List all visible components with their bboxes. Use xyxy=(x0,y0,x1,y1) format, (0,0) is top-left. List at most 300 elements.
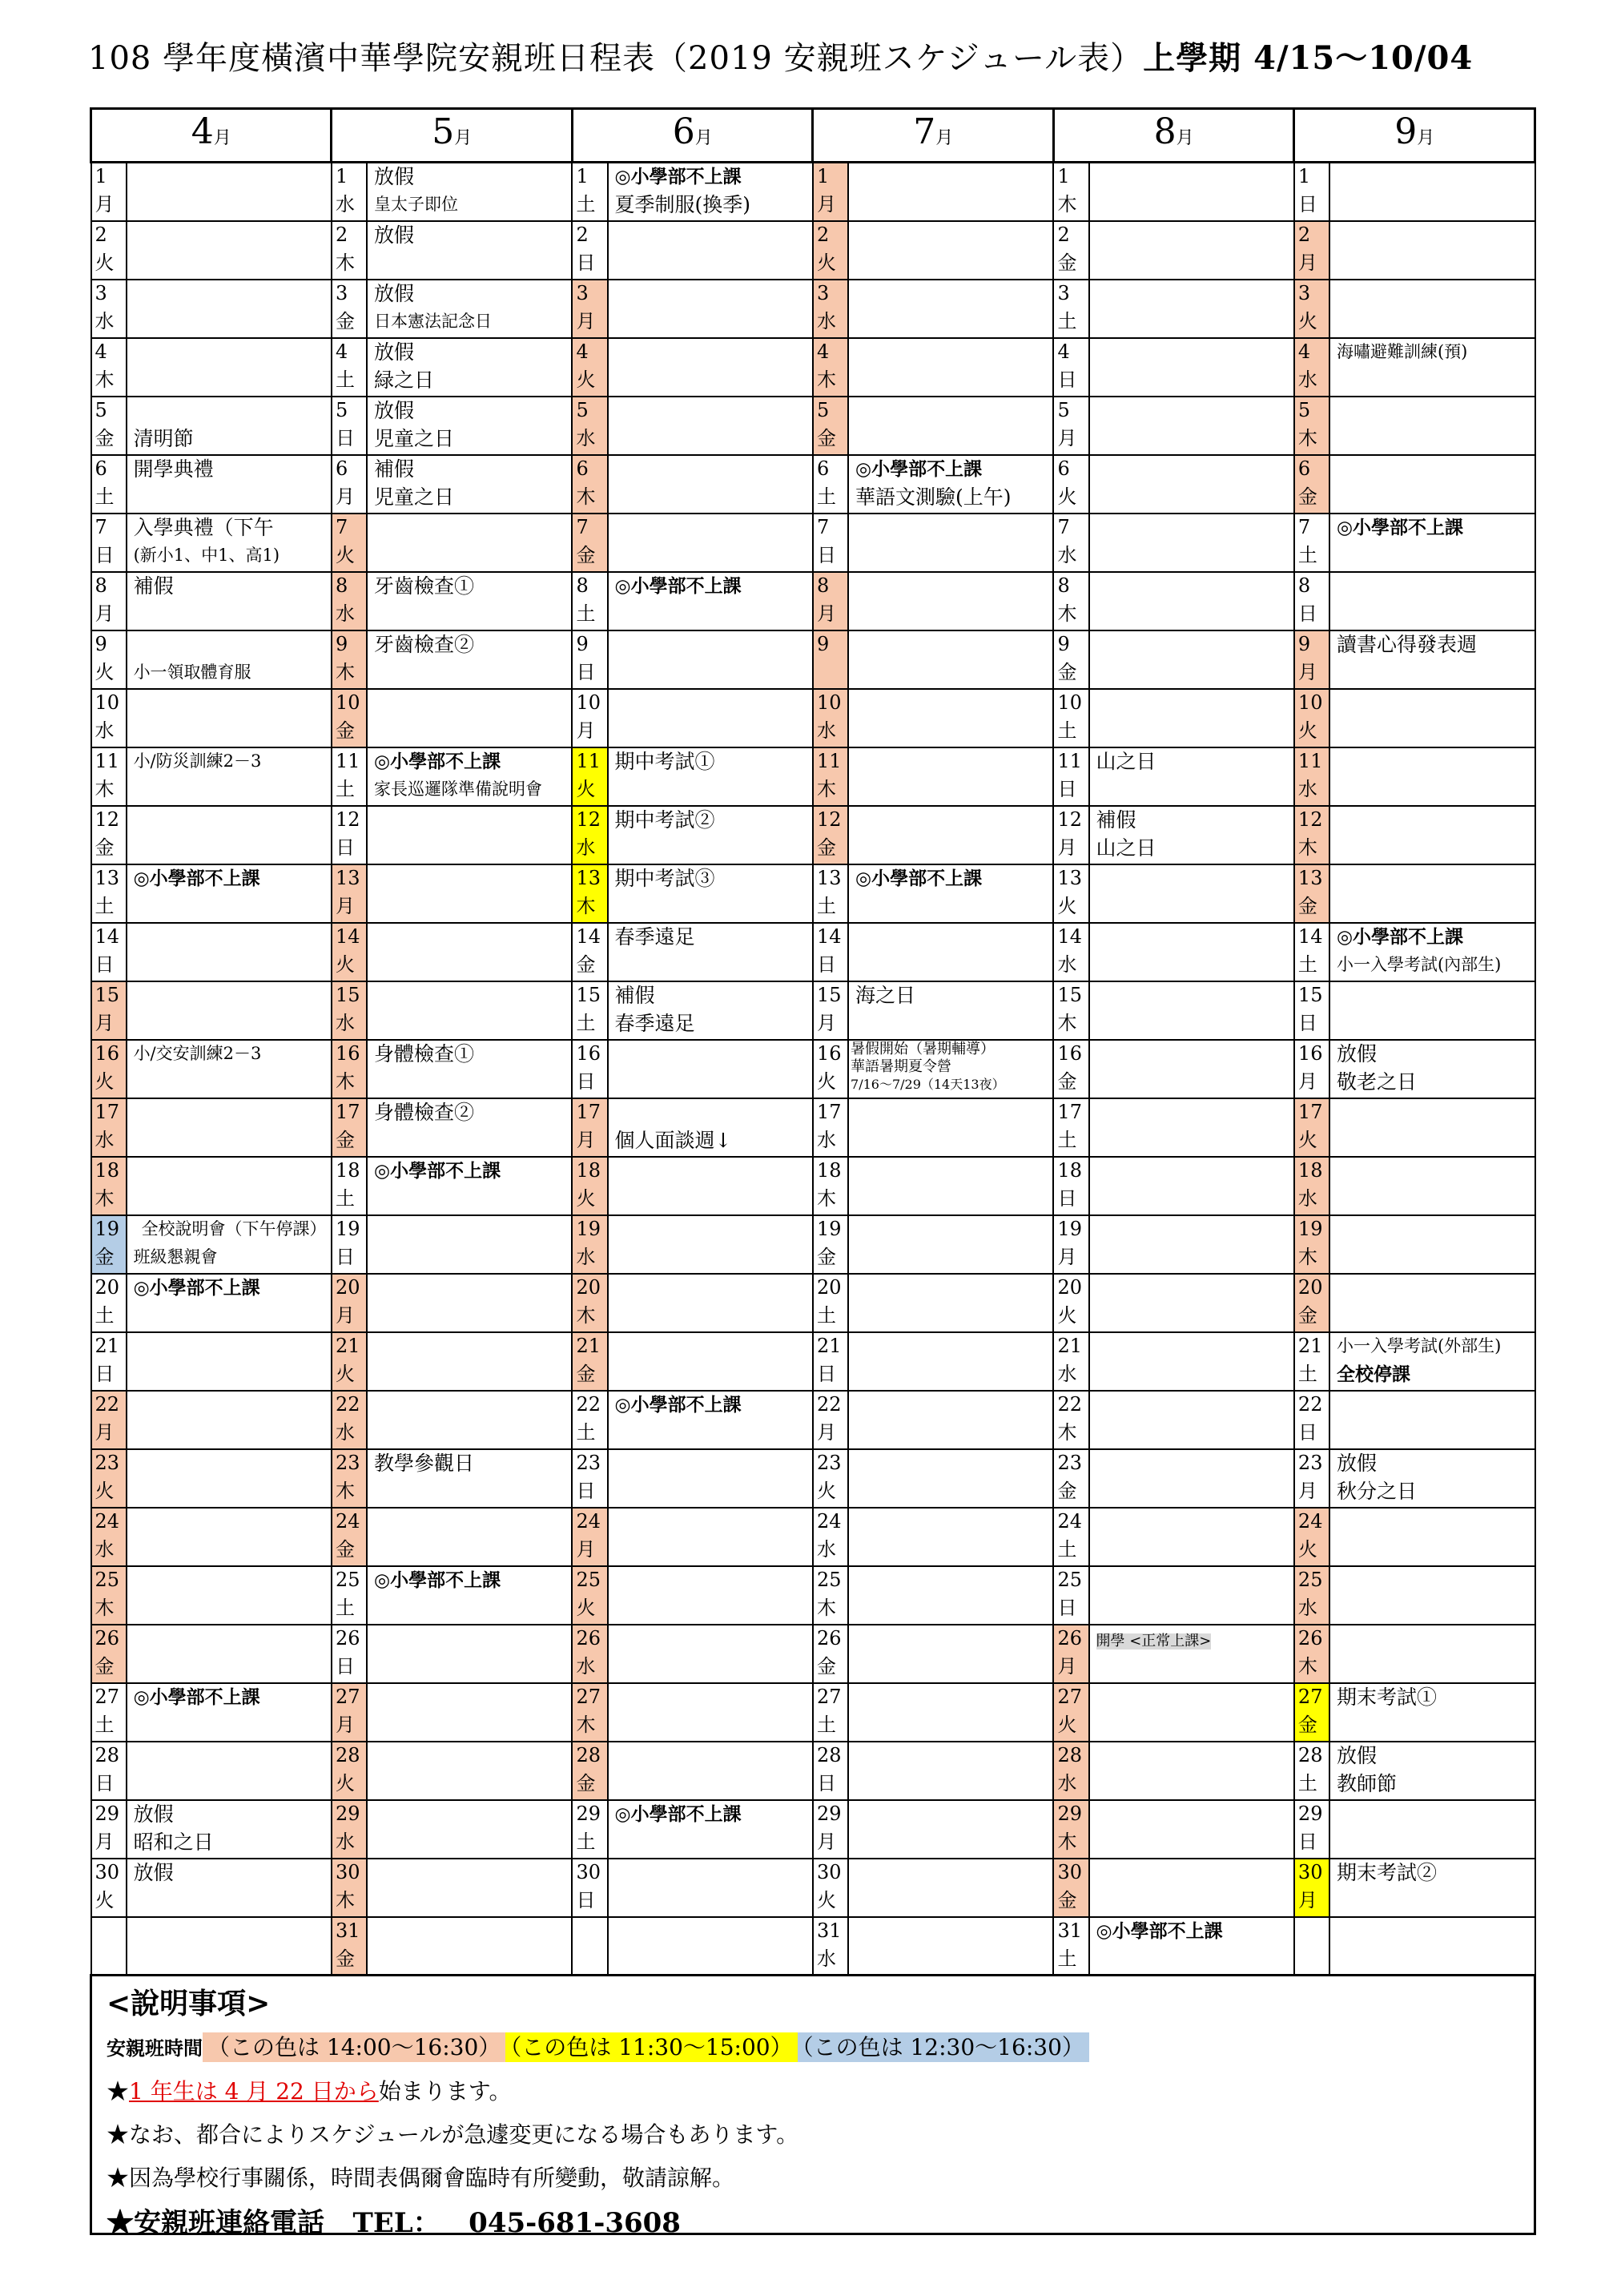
event-cell xyxy=(1089,981,1294,1040)
event-line-2 xyxy=(615,250,812,278)
event-cell xyxy=(1329,689,1535,747)
event-cell xyxy=(127,981,332,1040)
event-line-1 xyxy=(855,339,1052,367)
event-line-1 xyxy=(615,222,812,250)
table-row xyxy=(91,455,1535,514)
weekday: 土 xyxy=(576,602,596,625)
weekday xyxy=(1295,1946,1329,1974)
day-number: 9 xyxy=(1057,633,1070,655)
weekday: 火 xyxy=(816,1480,836,1502)
weekday: 土 xyxy=(1057,310,1077,332)
day-number: 19 xyxy=(335,1218,360,1240)
event-line-2 xyxy=(134,1186,331,1214)
event-cell xyxy=(1329,221,1535,280)
event-line-1 xyxy=(615,1333,812,1361)
event-cell xyxy=(608,1683,813,1742)
weekday: 金 xyxy=(1057,1480,1077,1502)
event-cell xyxy=(1089,1859,1294,1917)
event-line-1 xyxy=(1337,222,1535,250)
event-cell xyxy=(1329,981,1535,1040)
event-cell xyxy=(608,1332,813,1391)
day-cell xyxy=(1053,280,1088,338)
day-number: 4 xyxy=(1057,340,1070,363)
event-cell xyxy=(127,1859,332,1917)
event-line-2 xyxy=(374,1186,571,1214)
weekday: 水 xyxy=(816,719,836,742)
event-line-2 xyxy=(374,1770,571,1799)
day-cell xyxy=(91,1625,127,1683)
event-cell xyxy=(127,1566,332,1625)
event-cell xyxy=(367,806,572,864)
weekday: 木 xyxy=(335,1480,355,1502)
event-cell xyxy=(367,1040,572,1098)
event-line-2 xyxy=(615,1946,812,1974)
event-line-1: 海嘯避難訓練(預) xyxy=(1336,342,1468,361)
event-line-2 xyxy=(855,1010,1052,1038)
day-cell xyxy=(91,981,127,1040)
event-cell xyxy=(848,747,1053,806)
event-cell xyxy=(1089,1391,1294,1449)
event-line-1 xyxy=(615,1684,812,1712)
month-number: 7 xyxy=(913,111,936,152)
weekday xyxy=(573,1946,606,1974)
event-cell xyxy=(127,864,332,923)
day-number: 15 xyxy=(576,984,601,1006)
event-cell xyxy=(608,572,813,630)
day-cell xyxy=(1053,923,1088,981)
event-line-1 xyxy=(615,1041,812,1069)
event-line-1 xyxy=(1096,222,1293,250)
event-cell xyxy=(848,806,1053,864)
event-line-1: ◎小學部不上課 xyxy=(855,458,983,480)
event-line-1 xyxy=(615,397,812,425)
event-line-2 xyxy=(1337,542,1535,570)
event-cell xyxy=(1089,747,1294,806)
day-cell xyxy=(813,1391,848,1449)
event-line-1 xyxy=(374,1801,571,1829)
weekday: 金 xyxy=(335,1129,355,1151)
weekday: 月 xyxy=(1297,661,1317,683)
event-line-2 xyxy=(1337,835,1535,863)
day-number: 5 xyxy=(335,399,348,421)
event-line-1 xyxy=(855,1333,1052,1361)
event-line-2 xyxy=(855,601,1052,629)
day-cell xyxy=(1053,747,1088,806)
event-cell xyxy=(1329,1683,1535,1742)
event-line-1 xyxy=(374,807,571,835)
event-line-2 xyxy=(374,1303,571,1331)
day-cell xyxy=(813,1508,848,1566)
event-line-1 xyxy=(855,222,1052,250)
weekday: 土 xyxy=(1057,719,1077,742)
event-line-2 xyxy=(1096,1069,1293,1097)
event-line-1 xyxy=(1337,982,1535,1010)
weekday: 木 xyxy=(95,778,115,800)
day-cell xyxy=(1294,864,1329,923)
day-number: 6 xyxy=(1297,457,1311,480)
weekday: 土 xyxy=(576,1421,596,1444)
day-number: 12 xyxy=(335,808,360,831)
event-line-2 xyxy=(1096,367,1293,395)
day-number: 20 xyxy=(95,1276,120,1299)
day-number: 25 xyxy=(335,1569,360,1591)
event-line-2 xyxy=(615,1303,812,1331)
day-number: 19 xyxy=(95,1218,120,1240)
weekday: 日 xyxy=(1297,602,1317,625)
day-cell xyxy=(1294,397,1329,455)
event-line-1 xyxy=(855,573,1052,601)
day-cell xyxy=(1294,1449,1329,1508)
day-cell xyxy=(332,1157,367,1215)
day-cell xyxy=(1294,455,1329,514)
day-number: 19 xyxy=(816,1218,842,1240)
event-line-2 xyxy=(134,1537,331,1565)
event-cell xyxy=(1329,1800,1535,1859)
event-line-1 xyxy=(1096,1275,1293,1303)
event-line-1 xyxy=(134,163,331,191)
weekday: 火 xyxy=(1297,1538,1317,1561)
day-number: 13 xyxy=(576,867,601,889)
weekday: 金 xyxy=(335,310,355,332)
event-line-2 xyxy=(374,601,571,629)
weekday: 木 xyxy=(95,1597,115,1619)
weekday: 日 xyxy=(816,1363,836,1385)
event-line-2 xyxy=(615,1654,812,1682)
day-cell xyxy=(1053,221,1088,280)
day-cell xyxy=(1053,1683,1088,1742)
event-cell xyxy=(127,1332,332,1391)
event-cell xyxy=(127,572,332,630)
event-cell xyxy=(1329,514,1535,572)
event-line-1: ◎小學部不上課 xyxy=(1336,517,1464,538)
weekday: 木 xyxy=(816,369,836,391)
day-number: 5 xyxy=(1297,399,1311,421)
event-line-1 xyxy=(855,1625,1052,1654)
weekday: 金 xyxy=(1057,661,1077,683)
day-cell xyxy=(332,1683,367,1742)
event-line-2 xyxy=(134,1303,331,1331)
day-cell xyxy=(1053,338,1088,397)
month-number: 9 xyxy=(1394,111,1418,152)
day-cell xyxy=(1053,1800,1088,1859)
day-number: 30 xyxy=(576,1861,601,1883)
event-line-1 xyxy=(855,748,1052,776)
event-cell xyxy=(1329,1040,1535,1098)
event-line-2 xyxy=(1337,250,1535,278)
day-cell xyxy=(1294,514,1329,572)
event-cell xyxy=(608,806,813,864)
event-cell xyxy=(1329,923,1535,981)
weekday: 火 xyxy=(816,252,836,274)
day-cell xyxy=(332,572,367,630)
weekday: 木 xyxy=(1297,1655,1317,1678)
day-cell xyxy=(572,1332,607,1391)
weekday: 月 xyxy=(816,602,836,625)
event-line-1 xyxy=(1096,280,1293,308)
day-number: 11 xyxy=(1057,750,1082,772)
event-cell xyxy=(367,923,572,981)
weekday: 火 xyxy=(576,1187,596,1210)
event-cell xyxy=(367,163,572,222)
event-line-1 xyxy=(615,1450,812,1478)
day-number: 28 xyxy=(1297,1744,1323,1766)
day-cell xyxy=(332,1040,367,1098)
event-line-1: 補假 xyxy=(614,984,655,1007)
day-cell xyxy=(91,1683,127,1742)
event-cell xyxy=(127,163,332,222)
event-cell xyxy=(1089,397,1294,455)
event-cell xyxy=(367,1332,572,1391)
day-number xyxy=(573,1918,606,1946)
event-cell xyxy=(1329,1566,1535,1625)
table-row xyxy=(91,338,1535,397)
event-line-1: ◎小學部不上課 xyxy=(374,1160,501,1182)
event-cell xyxy=(608,1391,813,1449)
event-line-2 xyxy=(855,718,1052,746)
day-cell xyxy=(572,923,607,981)
event-line-2 xyxy=(615,1537,812,1565)
weekday: 金 xyxy=(816,427,836,449)
weekday: 火 xyxy=(576,369,596,391)
day-cell xyxy=(1294,572,1329,630)
weekday: 日 xyxy=(1297,1421,1317,1444)
day-cell xyxy=(1294,221,1329,280)
event-line-1: 補假 xyxy=(1096,808,1136,832)
day-number: 10 xyxy=(335,691,360,714)
table-row xyxy=(91,1040,1535,1098)
event-line-2 xyxy=(1337,1303,1535,1331)
day-number: 8 xyxy=(1057,574,1070,597)
event-line-2 xyxy=(374,1127,571,1155)
day-cell xyxy=(332,1274,367,1332)
weekday: 土 xyxy=(1057,1538,1077,1561)
event-line-2: 昭和之日 xyxy=(133,1831,214,1854)
event-cell xyxy=(367,1625,572,1683)
table-row xyxy=(91,1215,1535,1274)
day-cell xyxy=(1294,1742,1329,1800)
day-number: 22 xyxy=(576,1393,601,1416)
day-number: 31 xyxy=(335,1919,360,1942)
weekday: 木 xyxy=(816,1187,836,1210)
event-line-2: 教師節 xyxy=(1336,1772,1397,1795)
event-line-1: ◎小學部不上課 xyxy=(855,868,983,889)
event-line-2 xyxy=(1096,952,1293,980)
weekday: 土 xyxy=(576,1831,596,1853)
day-number: 8 xyxy=(576,574,589,597)
event-line-1 xyxy=(615,1918,812,1946)
event-line-1: ◎小學部不上課 xyxy=(1096,1920,1223,1942)
event-cell xyxy=(848,1157,1053,1215)
event-line-2 xyxy=(134,835,331,863)
day-cell xyxy=(91,1742,127,1800)
event-line-1 xyxy=(855,1742,1052,1770)
event-cell xyxy=(1089,514,1294,572)
event-line-1 xyxy=(1096,1859,1293,1887)
event-line-2 xyxy=(1337,1887,1535,1915)
day-cell xyxy=(332,1391,367,1449)
day-number: 15 xyxy=(816,984,842,1006)
event-line-1: 放假 xyxy=(374,282,415,305)
weekday: 日 xyxy=(576,1889,596,1911)
event-cell xyxy=(608,280,813,338)
day-cell xyxy=(91,514,127,572)
day-number: 6 xyxy=(576,457,589,480)
day-cell xyxy=(572,1859,607,1917)
weekday: 木 xyxy=(335,252,355,274)
event-line-1 xyxy=(1337,1158,1535,1186)
day-cell xyxy=(332,1098,367,1157)
day-number: 3 xyxy=(1057,282,1070,304)
event-line-1 xyxy=(615,1567,812,1595)
weekday: 木 xyxy=(1057,193,1077,216)
day-number: 10 xyxy=(1057,691,1082,714)
weekday: 火 xyxy=(576,778,596,800)
day-cell xyxy=(1294,1508,1329,1566)
event-line-2 xyxy=(855,1478,1052,1506)
event-line-2 xyxy=(1096,1712,1293,1740)
event-line-1 xyxy=(374,1742,571,1770)
weekday: 日 xyxy=(335,836,355,859)
event-line-2 xyxy=(374,1537,571,1565)
day-cell xyxy=(332,1859,367,1917)
day-cell xyxy=(332,1508,367,1566)
weekday: 木 xyxy=(1297,836,1317,859)
day-cell xyxy=(1053,630,1088,689)
day-cell xyxy=(813,1800,848,1859)
event-line-2: 家長巡邏隊準備說明會 xyxy=(374,779,543,799)
event-line-2 xyxy=(615,893,812,921)
event-line-2 xyxy=(1096,191,1293,220)
event-line-1 xyxy=(134,1392,331,1420)
event-line-2 xyxy=(374,1595,571,1623)
event-line-2 xyxy=(615,1887,812,1915)
event-line-1 xyxy=(134,1099,331,1127)
event-cell xyxy=(127,1508,332,1566)
day-number: 12 xyxy=(1297,808,1323,831)
weekday: 日 xyxy=(576,252,596,274)
day-cell xyxy=(1053,1332,1088,1391)
event-cell xyxy=(848,1508,1053,1566)
month-unit: 月 xyxy=(454,128,473,148)
event-cell xyxy=(848,221,1053,280)
event-line-1: 牙齒檢查② xyxy=(374,633,475,656)
weekday: 火 xyxy=(1057,485,1077,508)
event-line-1 xyxy=(134,397,331,425)
event-line-2 xyxy=(134,1478,331,1506)
event-line-2: 秋分之日 xyxy=(1336,1480,1417,1503)
title-main: 108 學年度橫濱中華學院安親班日程表（2019 安親班スケジュール表） xyxy=(88,40,1144,77)
day-number: 25 xyxy=(576,1569,601,1591)
day-number: 5 xyxy=(1057,399,1070,421)
table-row xyxy=(91,572,1535,630)
day-number: 3 xyxy=(335,282,348,304)
day-number: 7 xyxy=(1057,516,1070,538)
event-line-1 xyxy=(1096,514,1293,542)
day-number: 18 xyxy=(335,1159,360,1182)
day-number: 9 xyxy=(95,633,107,655)
event-line-2 xyxy=(1337,718,1535,746)
day-cell xyxy=(332,338,367,397)
day-number: 7 xyxy=(335,516,348,538)
event-cell xyxy=(608,1625,813,1683)
day-cell xyxy=(332,747,367,806)
day-cell xyxy=(1053,455,1088,514)
weekday: 月 xyxy=(816,1831,836,1853)
day-cell xyxy=(813,1917,848,1976)
swatch-yellow: （この色は 11:30～15:00） xyxy=(505,2032,797,2062)
note-first-graders xyxy=(107,2070,1519,2113)
weekday: 金 xyxy=(816,1246,836,1268)
phone-number: 045-681-3608 xyxy=(469,2207,681,2239)
event-line-2 xyxy=(1096,776,1293,804)
event-line-2 xyxy=(855,1537,1052,1565)
day-cell xyxy=(1053,1859,1088,1917)
event-line-2 xyxy=(1096,1186,1293,1214)
event-line-2 xyxy=(374,1244,571,1272)
day-number: 16 xyxy=(335,1042,360,1065)
day-cell xyxy=(1053,1566,1088,1625)
month-header-7 xyxy=(813,109,1053,163)
weekday: 月 xyxy=(335,895,355,917)
event-cell xyxy=(1089,221,1294,280)
day-cell xyxy=(332,221,367,280)
day-cell xyxy=(1053,981,1088,1040)
weekday: 木 xyxy=(576,895,596,917)
day-number: 21 xyxy=(816,1335,842,1357)
event-line-1 xyxy=(374,514,571,542)
weekday: 土 xyxy=(816,895,836,917)
weekday: 水 xyxy=(576,427,596,449)
day-cell xyxy=(813,1683,848,1742)
event-line-1 xyxy=(615,1099,812,1127)
event-line-2 xyxy=(1096,659,1293,687)
table-row xyxy=(91,397,1535,455)
event-line-2 xyxy=(134,484,331,512)
event-line-2 xyxy=(1337,1186,1535,1214)
event-line-1 xyxy=(134,924,331,952)
event-cell xyxy=(367,1157,572,1215)
day-cell xyxy=(813,1098,848,1157)
day-cell xyxy=(332,981,367,1040)
event-cell xyxy=(1329,1215,1535,1274)
weekday: 金 xyxy=(95,1655,115,1678)
weekday: 月 xyxy=(95,1421,115,1444)
event-line-2 xyxy=(374,1946,571,1974)
day-number: 20 xyxy=(1297,1276,1323,1299)
day-cell xyxy=(1294,923,1329,981)
day-cell xyxy=(1294,1683,1329,1742)
weekday: 木 xyxy=(576,485,596,508)
event-line-1 xyxy=(615,1216,812,1244)
event-line-2: 小一領取體育服 xyxy=(133,663,251,682)
event-line-2 xyxy=(1096,1595,1293,1623)
weekday: 水 xyxy=(335,193,355,216)
day-number: 26 xyxy=(335,1627,360,1649)
event-cell xyxy=(127,338,332,397)
event-cell xyxy=(367,338,572,397)
event-line-1 xyxy=(1096,1509,1293,1537)
event-line-1 xyxy=(615,456,812,484)
event-cell xyxy=(848,1040,1053,1098)
day-cell xyxy=(1053,1157,1088,1215)
weekday: 日 xyxy=(95,544,115,566)
event-cell xyxy=(367,455,572,514)
event-line-1: 期中考試① xyxy=(614,750,715,773)
event-cell xyxy=(367,689,572,747)
month-unit: 月 xyxy=(1417,128,1435,148)
event-cell xyxy=(608,689,813,747)
weekday: 木 xyxy=(335,1070,355,1093)
